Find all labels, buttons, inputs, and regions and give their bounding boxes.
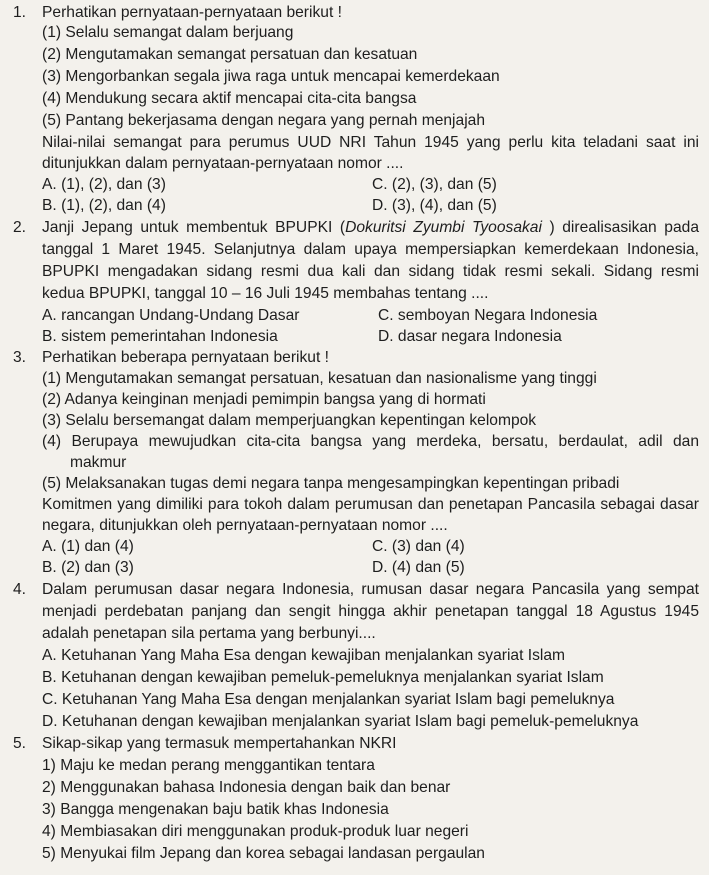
- q2-stem-line: tanggal 1 Maret 1945. Selanjutnya dalam upaya mempersiapkan kemerdekaan Indonesia,: [42, 241, 699, 258]
- q2-stem-part: ) direalisasikan pada: [541, 219, 699, 236]
- q2-stem-line: [42, 218, 699, 238]
- q3-option-b[interactable]: B. (2) dan (3): [42, 559, 134, 576]
- q5-stem: Sikap-sikap yang termasuk mempertahankan NKRI: [42, 735, 397, 752]
- q3-question-line: negara, ditunjukkan oleh pernyataan-pernyataan nomor ....: [42, 517, 448, 534]
- q1-option-c[interactable]: C. (2), (3), dan (5): [372, 176, 497, 193]
- q2-stem-line: kedua BPUPKI, tanggal 10 – 16 Juli 1945 membahas tentang ....: [42, 285, 489, 302]
- q2-option-b[interactable]: B. sistem pemerintahan Indonesia: [42, 328, 278, 345]
- q1-item: (4) Mendukung secara aktif mencapai cita-cita bangsa: [42, 90, 417, 107]
- q3-stem: Perhatikan beberapa pernyataan berikut !: [42, 349, 329, 366]
- q1-number: 1.: [13, 4, 27, 21]
- q2-number: 2.: [13, 219, 27, 236]
- q2-stem-part: Janji Jepang untuk membentuk BPUPKI (: [42, 219, 346, 236]
- q3-item: (5) Melaksanakan tugas demi negara tanpa mengesampingkan kepentingan pribadi: [42, 475, 620, 492]
- q3-option-a[interactable]: A. (1) dan (4): [42, 538, 134, 555]
- q1-option-a[interactable]: A. (1), (2), dan (3): [42, 176, 166, 193]
- q4-stem-line: Dalam perumusan dasar negara Indonesia, rumusan dasar negara Pancasila yang sempat: [42, 581, 699, 598]
- q5-item: 4) Membiasakan diri menggunakan produk-produk luar negeri: [42, 823, 469, 840]
- q2-stem-line: BPUPKI mengadakan sidang resmi dua kali dan sidang tidak resmi sekali. Sidang resmi: [42, 263, 699, 280]
- q3-option-c[interactable]: C. (3) dan (4): [372, 538, 465, 555]
- q3-item-continuation: makmur: [70, 454, 127, 471]
- q3-number: 3.: [13, 349, 27, 366]
- q2-option-c[interactable]: C. semboyan Negara Indonesia: [378, 307, 598, 324]
- q1-question-line: ditunjukkan dalam pernyataan-pernyataan nomor ....: [42, 155, 404, 172]
- q4-option-b[interactable]: B. Ketuhanan dengan kewajiban pemeluk-pemeluknya menjalankan syariat Islam: [42, 669, 604, 686]
- q4-stem-line: adalah penetapan sila pertama yang berbunyi....: [42, 625, 376, 642]
- q3-item: (1) Mengutamakan semangat persatuan, kesatuan dan nasionalisme yang tinggi: [42, 370, 597, 387]
- q4-option-c[interactable]: C. Ketuhanan Yang Maha Esa dengan menjalankan syariat Islam bagi pemeluknya: [42, 691, 615, 708]
- q1-item: (2) Mengutamakan semangat persatuan dan kesatuan: [42, 46, 418, 63]
- q2-option-d[interactable]: D. dasar negara Indonesia: [378, 328, 562, 345]
- q1-option-b[interactable]: B. (1), (2), dan (4): [42, 197, 166, 214]
- q2-stem-italic: Dokuritsi Zyumbi Tyoosakai: [345, 219, 542, 236]
- q1-stem: Perhatikan pernyataan-pernyataan berikut !: [42, 4, 342, 21]
- q4-number: 4.: [13, 581, 27, 598]
- q1-question-line: Nilai-nilai semangat para perumus UUD NRI Tahun 1945 yang perlu kita teladani saat ini: [42, 134, 699, 151]
- q4-option-a[interactable]: A. Ketuhanan Yang Maha Esa dengan kewajiban menjalankan syariat Islam: [42, 647, 566, 664]
- q1-option-d[interactable]: D. (3), (4), dan (5): [372, 197, 497, 214]
- q3-item: (4) Berupaya mewujudkan cita-cita bangsa yang merdeka, bersatu, berdaulat, adil dan: [42, 433, 699, 450]
- q3-question-line: Komitmen yang dimiliki para tokoh dalam perumusan dan penetapan Pancasila sebagai dasar: [42, 496, 699, 513]
- q1-item: (1) Selalu semangat dalam berjuang: [42, 24, 294, 41]
- q3-item: (2) Adanya keinginan menjadi pemimpin bangsa yang di hormati: [42, 391, 486, 408]
- q4-stem-line: menjadi perdebatan panjang dan sengit hingga akhir penetapan tanggal 18 Agustus 1945: [42, 603, 699, 620]
- q3-option-d[interactable]: D. (4) dan (5): [372, 559, 465, 576]
- q5-item: 2) Menggunakan bahasa Indonesia dengan baik dan benar: [42, 779, 451, 796]
- q5-item: 3) Bangga mengenakan baju batik khas Indonesia: [42, 801, 389, 818]
- q1-item: (5) Pantang bekerjasama dengan negara yang pernah menjajah: [42, 112, 485, 129]
- q5-item: 1) Maju ke medan perang menggantikan tentara: [42, 757, 375, 774]
- q1-item: (3) Mengorbankan segala jiwa raga untuk mencapai kemerdekaan: [42, 68, 500, 85]
- q3-item: (3) Selalu bersemangat dalam memperjuangkan kepentingan kelompok: [42, 412, 537, 429]
- q4-option-d[interactable]: D. Ketuhanan dengan kewajiban menjalankan syariat Islam bagi pemeluk-pemeluknya: [42, 713, 639, 730]
- q2-option-a[interactable]: A. rancangan Undang-Undang Dasar: [42, 307, 300, 324]
- q5-item: 5) Menyukai film Jepang dan korea sebagai landasan pergaulan: [42, 845, 485, 862]
- q5-number: 5.: [13, 735, 27, 752]
